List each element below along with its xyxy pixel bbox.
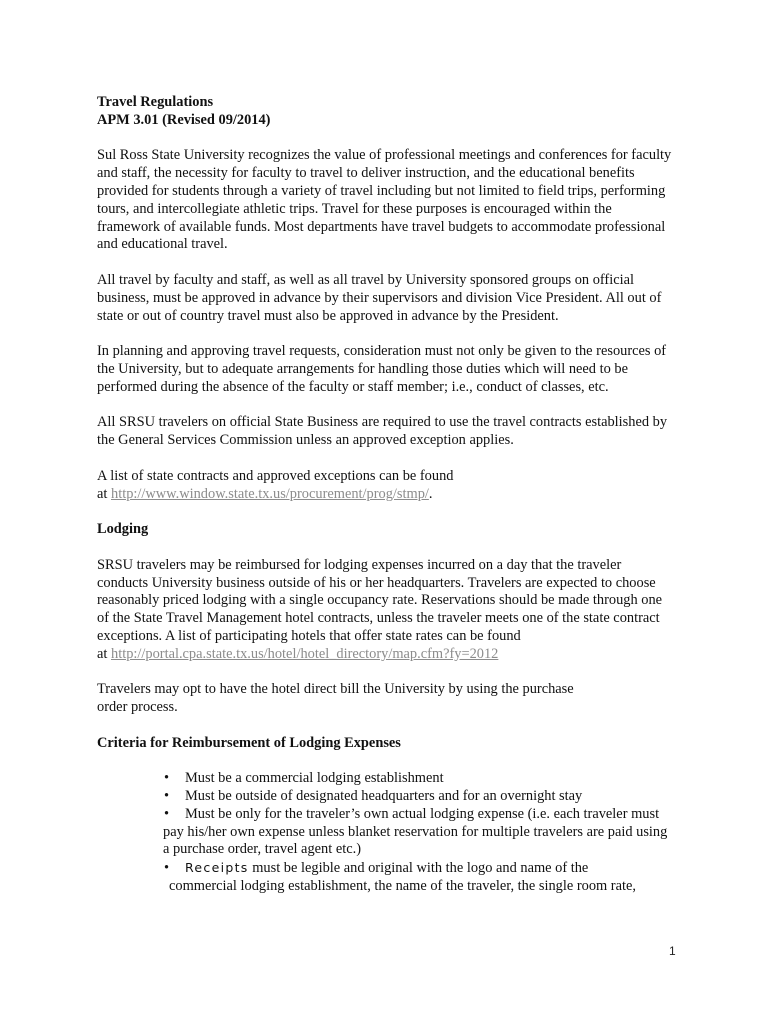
bullet-icon: • [164, 805, 170, 822]
receipts-text-line-1: must be legible and original with the logo and name of the [252, 860, 589, 877]
hotel-directory-link[interactable]: http://portal.cpa.state.tx.us/hotel/hotel_directory/map.cfm?fy=2012 [111, 645, 499, 662]
planning-paragraph: In planning and approving travel requests, consideration must not only be given to the resources of the University, but to adequate arrangements for handling those duties which will need to be performed during the absence of the faculty or staff member; i.e., conduct of classes, etc. [97, 343, 667, 395]
state-contracts-at: at [97, 485, 108, 502]
direct-bill-line-2: order process. [97, 699, 178, 716]
bullet-icon: • [164, 860, 170, 877]
lodging-heading: Lodging [97, 521, 149, 538]
document-title: Travel Regulations [97, 94, 214, 110]
lodging-at: at [97, 645, 108, 662]
criteria-list [97, 770, 672, 896]
list-item [163, 788, 672, 806]
document-subtitle: APM 3.01 (Revised 09/2014) [97, 111, 271, 128]
state-contracts-paragraph [97, 468, 672, 504]
state-contracts-period: . [428, 485, 433, 502]
bullet-icon: • [164, 788, 170, 805]
intro-paragraph: Sul Ross State University recognizes the value of professional meetings and conferences for faculty and staff, the necessity for faculty to travel to deliver instruction, and the educational benefits provided for students through a variety of travel including but not limited to field trips, performing tours, and intercollegiate athletic trips. Travel for these purposes is encouraged within the framework of available funds. Most departments have travel budgets to accommodate professional and educational travel. [97, 147, 672, 253]
list-item-text: Must be only for the traveler’s own actual lodging expense (i.e. each traveler must pay his/her own expense unless blanket reservation for multiple travelers are paid using a purchase order, travel agent etc.) [163, 805, 668, 858]
list-item-text: Must be outside of designated headquarters and for an overnight stay [185, 788, 583, 805]
approval-paragraph: All travel by faculty and staff, as well as all travel by University sponsored groups on official business, must be approved in advance by their supervisors and division Vice President. All out of state or out of country travel must also be approved in advance by the President. [97, 271, 662, 324]
list-item-text: Must be a commercial lodging establishment [185, 770, 444, 787]
page-number: 1 [669, 944, 676, 958]
bullet-icon: • [164, 770, 170, 787]
list-item [163, 770, 672, 788]
document-body [97, 94, 672, 896]
state-contracts-text: A list of state contracts and approved exceptions can be found [97, 467, 454, 484]
state-contracts-link[interactable]: http://www.window.state.tx.us/procurement/prog/stmp/ [111, 485, 429, 502]
receipts-text-line-2: commercial lodging establishment, the name of the traveler, the single room rate, [169, 878, 636, 895]
receipts-word: Receipts [185, 860, 249, 876]
criteria-heading: Criteria for Reimbursement of Lodging Expenses [97, 734, 401, 751]
list-item [163, 859, 672, 896]
direct-bill-paragraph [97, 681, 672, 717]
list-item [163, 806, 672, 859]
contracts-paragraph: All SRSU travelers on official State Business are required to use the travel contracts established by the General Services Commission unless an approved exception applies. [97, 414, 668, 449]
lodging-text: SRSU travelers may be reimbursed for lodging expenses incurred on a day that the traveler conducts University business outside of his or her headquarters. Travelers are expected to choose reasonably priced lodging with a single occupancy rate. Reservations should be made through one of the State Travel Management hotel contracts, unless the traveler meets one of the state contract exceptions. A list of participating hotels that offer state rates can be found [97, 556, 663, 644]
direct-bill-line-1: Travelers may opt to have the hotel direct bill the University by using the purchase [97, 681, 574, 698]
lodging-paragraph [97, 557, 672, 664]
